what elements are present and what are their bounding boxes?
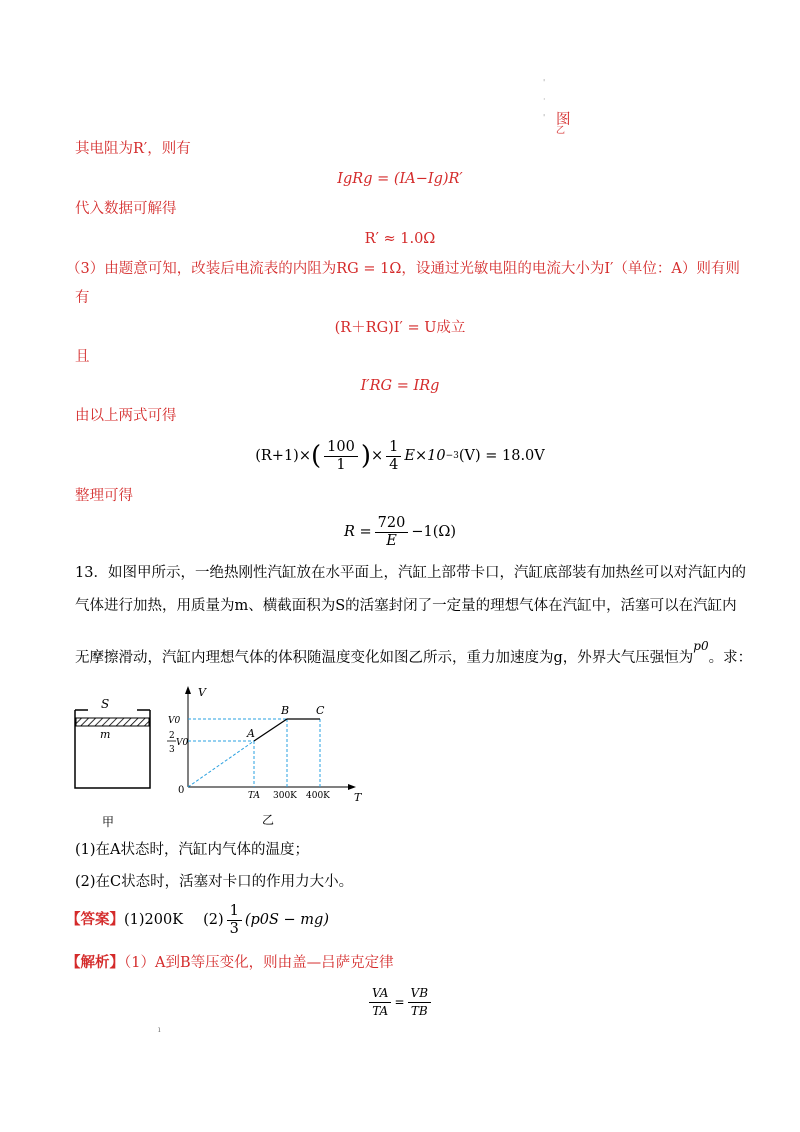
piston bbox=[76, 718, 149, 726]
figure-label-fragment-2: 乙 bbox=[556, 126, 566, 136]
point-A: A bbox=[247, 727, 255, 740]
question-text: 。求： bbox=[708, 650, 753, 666]
eq-part: × bbox=[370, 448, 384, 464]
axis-label-T: T bbox=[354, 791, 362, 804]
analysis-tag: 【解析】 bbox=[66, 954, 124, 971]
scan-mark: ' bbox=[543, 113, 546, 122]
answer-line bbox=[66, 902, 329, 938]
question-line: 13．如图甲所示，一绝热刚性汽缸放在水平面上，汽缸上部带卡口，汽缸底部装有加热丝可以对汽缸内的 bbox=[75, 565, 746, 581]
origin-label: 0 bbox=[178, 785, 185, 796]
scan-mark: ' bbox=[543, 78, 546, 87]
analysis-text: （1）A到B等压变化，则由盖—吕萨克定律 bbox=[124, 955, 394, 971]
numerator: 1 bbox=[386, 439, 401, 457]
caption-jia: 甲 bbox=[102, 815, 115, 829]
analysis-line bbox=[66, 953, 394, 973]
tick-400K: 400K bbox=[306, 791, 330, 801]
denominator: TA bbox=[372, 1003, 389, 1018]
text-line: 整理可得 bbox=[75, 488, 133, 504]
tick-two: 2 bbox=[169, 731, 175, 741]
equation: (R＋RG)I′ = U成立 bbox=[334, 320, 466, 336]
equation-black bbox=[0, 980, 800, 1024]
sub-question: (2)在C状态时，活塞对卡口的作用力大小。 bbox=[75, 874, 354, 890]
question-line: 气体进行加热，用质量为m、横截面积为S的活塞封闭了一定量的理想气体在汽缸中，活塞可以在汽缸内 bbox=[75, 598, 737, 614]
vt-graph bbox=[167, 686, 363, 827]
point-B: B bbox=[281, 704, 290, 717]
answer-part1: (1)200K bbox=[124, 912, 184, 928]
paren: ) bbox=[360, 441, 371, 471]
caption-yi: 乙 bbox=[262, 813, 275, 827]
text-line: 有 bbox=[75, 290, 90, 306]
paren: ( bbox=[310, 441, 322, 471]
numerator: 100 bbox=[324, 439, 358, 457]
text-line: 且 bbox=[75, 349, 90, 365]
answer-part2-label: (2) bbox=[203, 912, 224, 928]
numerator: VB bbox=[408, 985, 431, 1003]
figure-label-fragment: 图 bbox=[556, 112, 571, 128]
numerator: 720 bbox=[375, 515, 409, 533]
equation: IgRg = (IA−Ig)R′ bbox=[337, 171, 463, 187]
denominator: TB bbox=[410, 1003, 428, 1018]
numerator: 1 bbox=[227, 903, 242, 921]
fraction bbox=[408, 985, 431, 1020]
cyl-label-m: m bbox=[100, 728, 111, 741]
eq-part: E×10 bbox=[404, 448, 446, 464]
exponent: −3 bbox=[445, 451, 459, 461]
equals: = bbox=[394, 995, 405, 1009]
scan-mark: ı bbox=[158, 1025, 161, 1034]
equation: I′RG = IRg bbox=[360, 378, 440, 394]
p0-symbol: p0 bbox=[693, 639, 709, 653]
text-line: 其电阻为R′，则有 bbox=[75, 141, 191, 157]
question-text: 无摩擦滑动，汽缸内理想气体的体积随温度变化如图乙所示，重力加速度为g，外界大气压强恒为 bbox=[75, 650, 694, 666]
equation: R′ ≈ 1.0Ω bbox=[364, 231, 436, 247]
scan-mark: · bbox=[543, 95, 546, 104]
axis-label-V: V bbox=[198, 686, 206, 699]
text-line: 由以上两式可得 bbox=[75, 408, 177, 424]
eq-part: (R+1)× bbox=[255, 448, 311, 464]
text-line: 代入数据可解得 bbox=[75, 201, 177, 217]
answer-expression: (p0S − mg) bbox=[244, 912, 329, 928]
point-C: C bbox=[316, 704, 325, 717]
eq-part: −1(Ω) bbox=[411, 524, 457, 540]
denominator: 3 bbox=[229, 920, 239, 937]
eq-part: (V) = 18.0V bbox=[458, 448, 545, 464]
tick-V0-frac: V0 bbox=[176, 738, 189, 748]
eq-part: R = bbox=[343, 524, 372, 540]
tick-TA: TA bbox=[248, 791, 261, 801]
denominator: 1 bbox=[336, 456, 346, 473]
denominator: E bbox=[386, 532, 397, 549]
fraction bbox=[227, 903, 242, 938]
cylinder-diagram bbox=[75, 697, 150, 829]
cyl-label-S: S bbox=[101, 697, 110, 711]
sub-question: (1)在A状态时，汽缸内气体的温度； bbox=[75, 842, 310, 858]
numerator: VA bbox=[369, 985, 392, 1003]
text-line: （3）由题意可知，改装后电流表的内阻为RG = 1Ω，设通过光敏电阻的电流大小为I′（单位：A）则有则 bbox=[66, 261, 740, 277]
denominator: 4 bbox=[389, 456, 399, 473]
tick-300K: 300K bbox=[273, 791, 297, 801]
tick-V0: V0 bbox=[168, 716, 181, 726]
fraction bbox=[369, 985, 392, 1020]
tick-three: 3 bbox=[169, 745, 175, 755]
answer-tag: 【答案】 bbox=[66, 911, 124, 928]
